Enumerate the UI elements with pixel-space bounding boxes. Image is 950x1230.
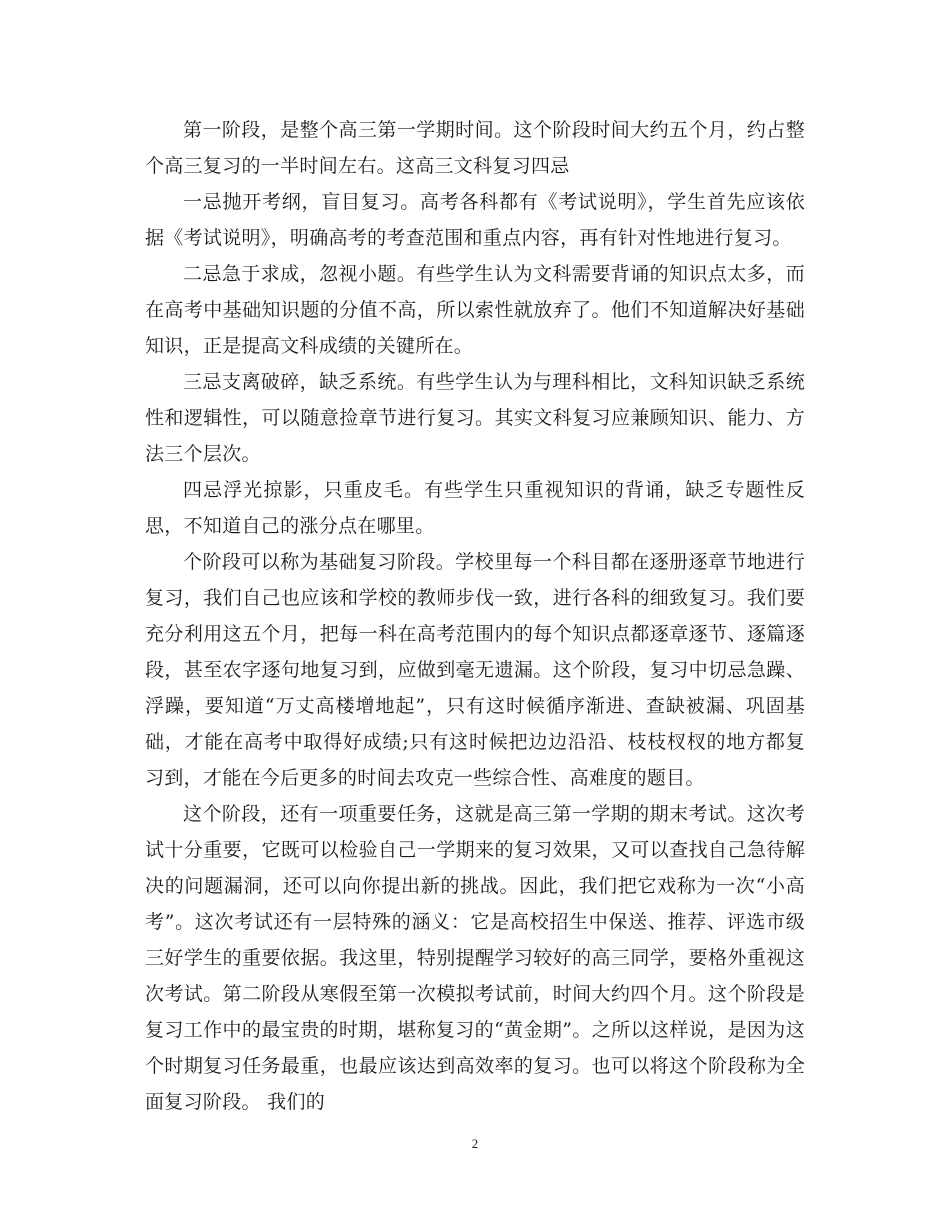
paragraph-5: 四忌浮光掠影，只重皮毛。有些学生只重视知识的背诵，缺乏专题性反思，不知道自己的涨分点在哪里。 bbox=[145, 479, 805, 537]
paragraph-4: 三忌支离破碎，缺乏系统。有些学生认为与理科相比，文科知识缺乏系统性和逻辑性，可以随意捡章节进行复习。其实文科复习应兼顾知识、能力、方法三个层次。 bbox=[145, 371, 805, 465]
document-body bbox=[145, 112, 805, 1120]
paragraph-2: 一忌抛开考纲，盲目复习。高考各科都有《考试说明》，学生首先应该依据《考试说明》，明确高考的考查范围和重点内容，再有针对性地进行复习。 bbox=[145, 191, 805, 249]
paragraph-3: 二忌急于求成，忽视小题。有些学生认为文科需要背诵的知识点太多，而在高考中基础知识题的分值不高，所以索性就放弃了。他们不知道解决好基础知识，正是提高文科成绩的关键所在。 bbox=[145, 263, 805, 357]
paragraph-1: 第一阶段，是整个高三第一学期时间。这个阶段时间大约五个月，约占整个高三复习的一半时间左右。这高三文科复习四忌 bbox=[145, 119, 805, 177]
paragraph-6: 个阶段可以称为基础复习阶段。学校里每一个科目都在逐册逐章节地进行复习，我们自己也应该和学校的教师步伐一致，进行各科的细致复习。我们要充分利用这五个月，把每一科在高考范围内的每个知识点都逐章逐节、逐篇逐段，甚至农字逐句地复习到，应做到毫无遗漏。这个阶段，复习中切忌急躁、浮躁，要知道“万丈高楼增地起”，只有这时候循序渐进、查缺被漏、巩固基础，才能在高考中取得好成绩;只有这时候把边边沿沿、枝枝杈杈的地方都复习到，才能在今后更多的时间去攻克一些综合性、高难度的题目。 bbox=[145, 551, 805, 789]
paragraph-7: 这个阶段，还有一项重要任务，这就是高三第一学期的期末考试。这次考试十分重要，它既可以检验自己一学期来的复习效果，又可以查找自己急待解决的问题漏洞，还可以向你提出新的挑战。因此，我们把它戏称为一次“小高考”。这次考试还有一层特殊的涵义：它是高校招生中保送、推荐、评选市级三好学生的重要依据。我这里，特别提醒学习较好的高三同学，要格外重视这次考试。第二阶段从寒假至第一次模拟考试前，时间大约四个月。这个阶段是复习工作中的最宝贵的时期，堪称复习的“黄金期”。之所以这样说，是因为这个时期复习任务最重，也最应该达到高效率的复习。也可以将这个阶段称为全面复习阶段。 我们的 bbox=[145, 803, 805, 1113]
page-number: 2 bbox=[471, 1136, 479, 1151]
